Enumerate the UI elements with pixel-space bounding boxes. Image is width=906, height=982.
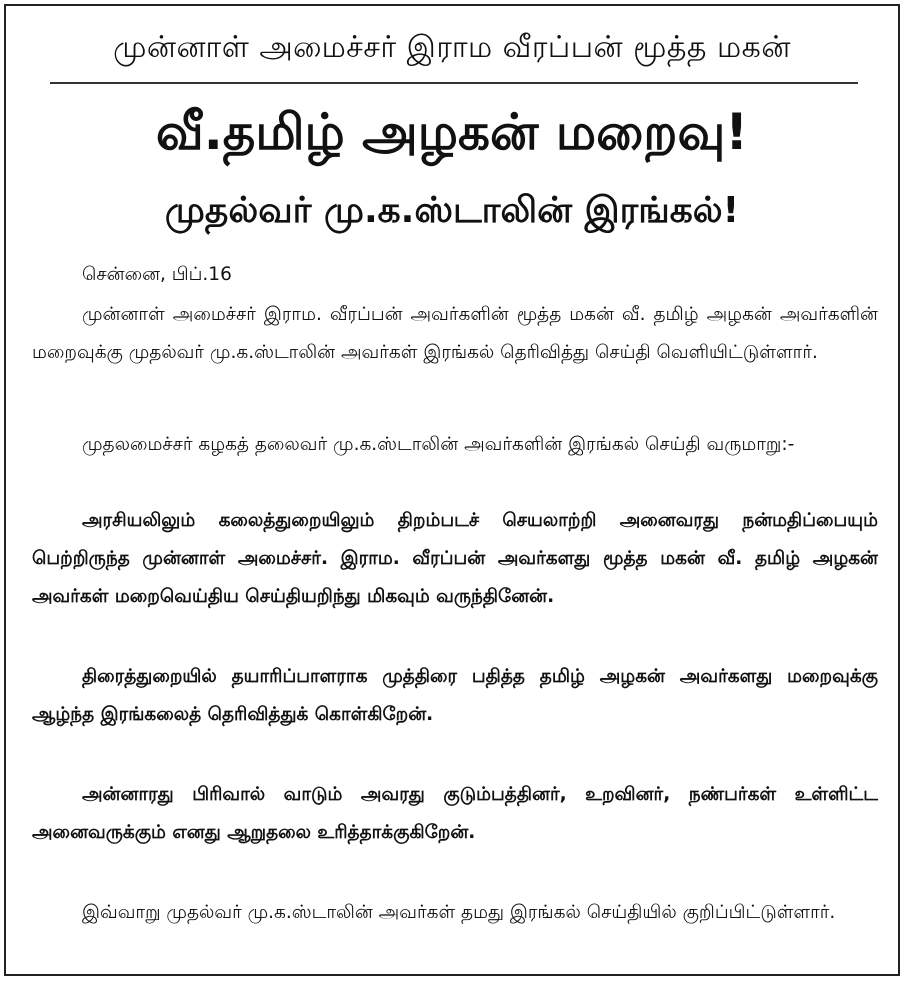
- paragraph-quote-3: அன்னாரது பிரிவால் வாடும் அவரது குடும்பத்தினர், உறவினர், நண்பர்கள் உள்ளிட்ட அனைவருக்கும் எனது ஆறுதலை உரித்தாக்குகிறேன்.: [32, 784, 878, 843]
- paragraph-quote-1: அரசியலிலும் கலைத்துறையிலும் திறம்படச் செயலாற்றி அனைவரது நன்மதிப்பையும் பெற்றிருந்த முன்னாள் அமைச்சர். இராம. வீரப்பன் அவர்களது மூத்த மகன் வீ. தமிழ் அழகன் அவர்கள் மறைவெய்திய செய்தியறிந்து மிகவும் வருந்தினேன்.: [32, 510, 878, 607]
- dateline: சென்னை, பிப்.16: [82, 264, 232, 285]
- subheadline: முதல்வர் மு.க.ஸ்டாலின் இரங்கல்!: [164, 190, 740, 231]
- headline: வீ.தமிழ் அழகன் மறைவு!: [155, 103, 749, 161]
- paragraph-intro: முன்னாள் அமைச்சர் இராம. வீரப்பன் அவர்களின் மூத்த மகன் வீ. தமிழ் அழகன் அவர்களின் மறைவுக்கு முதல்வர் மு.க.ஸ்டாலின் அவர்கள் இரங்கல் தெரிவித்து செய்தி வெளியிட்டுள்ளார்.: [32, 304, 878, 363]
- divider-rule: [50, 82, 858, 84]
- paragraph-lead-in: முதலமைச்சர் கழகத் தலைவர் மு.க.ஸ்டாலின் அவர்களின் இரங்கல் செய்தி வருமாறு:-: [82, 434, 795, 455]
- kicker-line: முன்னாள் அமைச்சர் இராம வீரப்பன் மூத்த மகன்: [113, 30, 791, 65]
- news-clipping: [4, 4, 900, 976]
- paragraph-quote-2: திரைத்துறையில் தயாரிப்பாளராக முத்திரை பதித்த தமிழ் அழகன் அவர்களது மறைவுக்கு ஆழ்ந்த இரங்கலைத் தெரிவித்துக் கொள்கிறேன்.: [32, 666, 878, 725]
- paragraph-closing: இவ்வாறு முதல்வர் மு.க.ஸ்டாலின் அவர்கள் தமது இரங்கல் செய்தியில் குறிப்பிட்டுள்ளார்.: [82, 902, 836, 923]
